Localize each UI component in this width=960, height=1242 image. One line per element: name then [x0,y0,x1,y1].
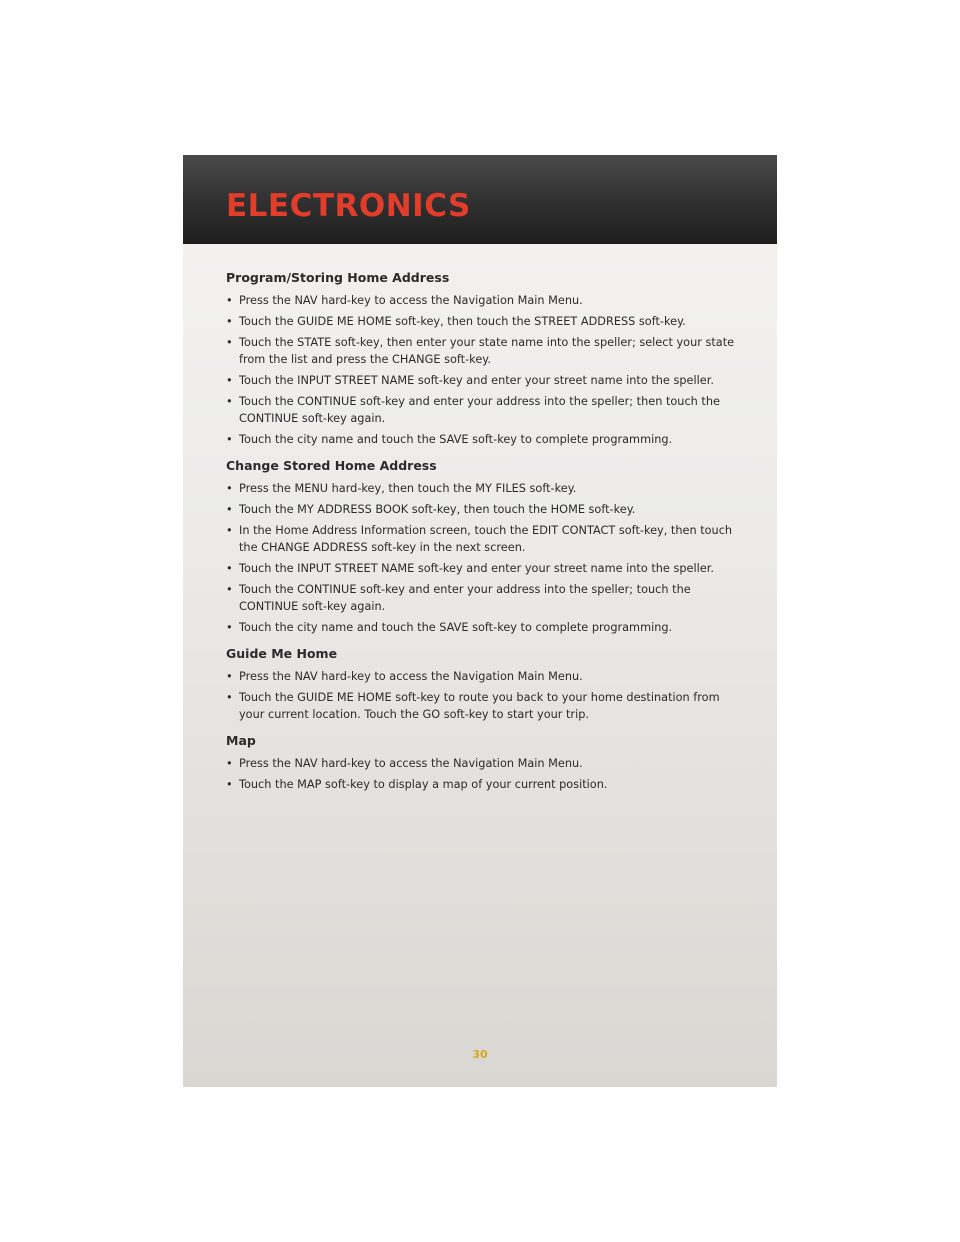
section-title: Change Stored Home Address [226,458,437,473]
section-header-title: ELECTRONICS [226,188,471,224]
list-item: • Touch the INPUT STREET NAME soft-key and enter your street name into the speller. [226,562,714,575]
list-item: • Touch the city name and touch the SAVE soft-key to complete programming. [226,621,673,634]
list-item: • Press the NAV hard-key to access the Navigation Main Menu. [226,757,583,770]
list-item: • Press the NAV hard-key to access the Navigation Main Menu. [226,294,583,307]
list-item: • Touch the CONTINUE soft-key and enter your address into the speller; then touch the CONTINUE soft-key again. [226,395,720,425]
list-item: • Touch the CONTINUE soft-key and enter your address into the speller; touch the CONTINUE soft-key again. [226,583,691,613]
section-title: Program/Storing Home Address [226,270,450,285]
list-item: • Touch the city name and touch the SAVE soft-key to complete programming. [226,433,673,446]
bullet-list [226,755,746,793]
list-item: • Touch the GUIDE ME HOME soft-key, then touch the STREET ADDRESS soft-key. [226,315,686,328]
manual-page [183,155,777,1087]
list-item: • Touch the INPUT STREET NAME soft-key and enter your street name into the speller. [226,374,714,387]
list-item: • Touch the GUIDE ME HOME soft-key to route you back to your home destination from your current location. Touch the GO soft-key to start your trip. [226,691,720,721]
page-number: 30 [472,1048,488,1061]
section-header-bar [183,155,777,244]
section-guide-me-home [226,645,746,723]
bullet-list [226,292,746,448]
list-item: • Touch the STATE soft-key, then enter your state name into the speller; select your state from the list and press the CHANGE soft-key. [226,336,735,366]
list-item: • In the Home Address Information screen, touch the EDIT CONTACT soft-key, then touch the CHANGE ADDRESS soft-key in the next screen. [226,524,733,554]
list-item: • Press the MENU hard-key, then touch the MY FILES soft-key. [226,482,577,495]
list-item: • Touch the MY ADDRESS BOOK soft-key, then touch the HOME soft-key. [226,503,636,516]
bullet-list [226,480,746,636]
section-title: Map [226,733,256,748]
section-title: Guide Me Home [226,646,338,661]
bullet-list [226,668,746,723]
section-program-home-address [226,269,746,448]
section-change-home-address [226,457,746,636]
list-item: • Press the NAV hard-key to access the Navigation Main Menu. [226,670,583,683]
list-item: • Touch the MAP soft-key to display a map of your current position. [226,778,608,791]
section-map [226,732,746,793]
page-content [226,269,746,802]
